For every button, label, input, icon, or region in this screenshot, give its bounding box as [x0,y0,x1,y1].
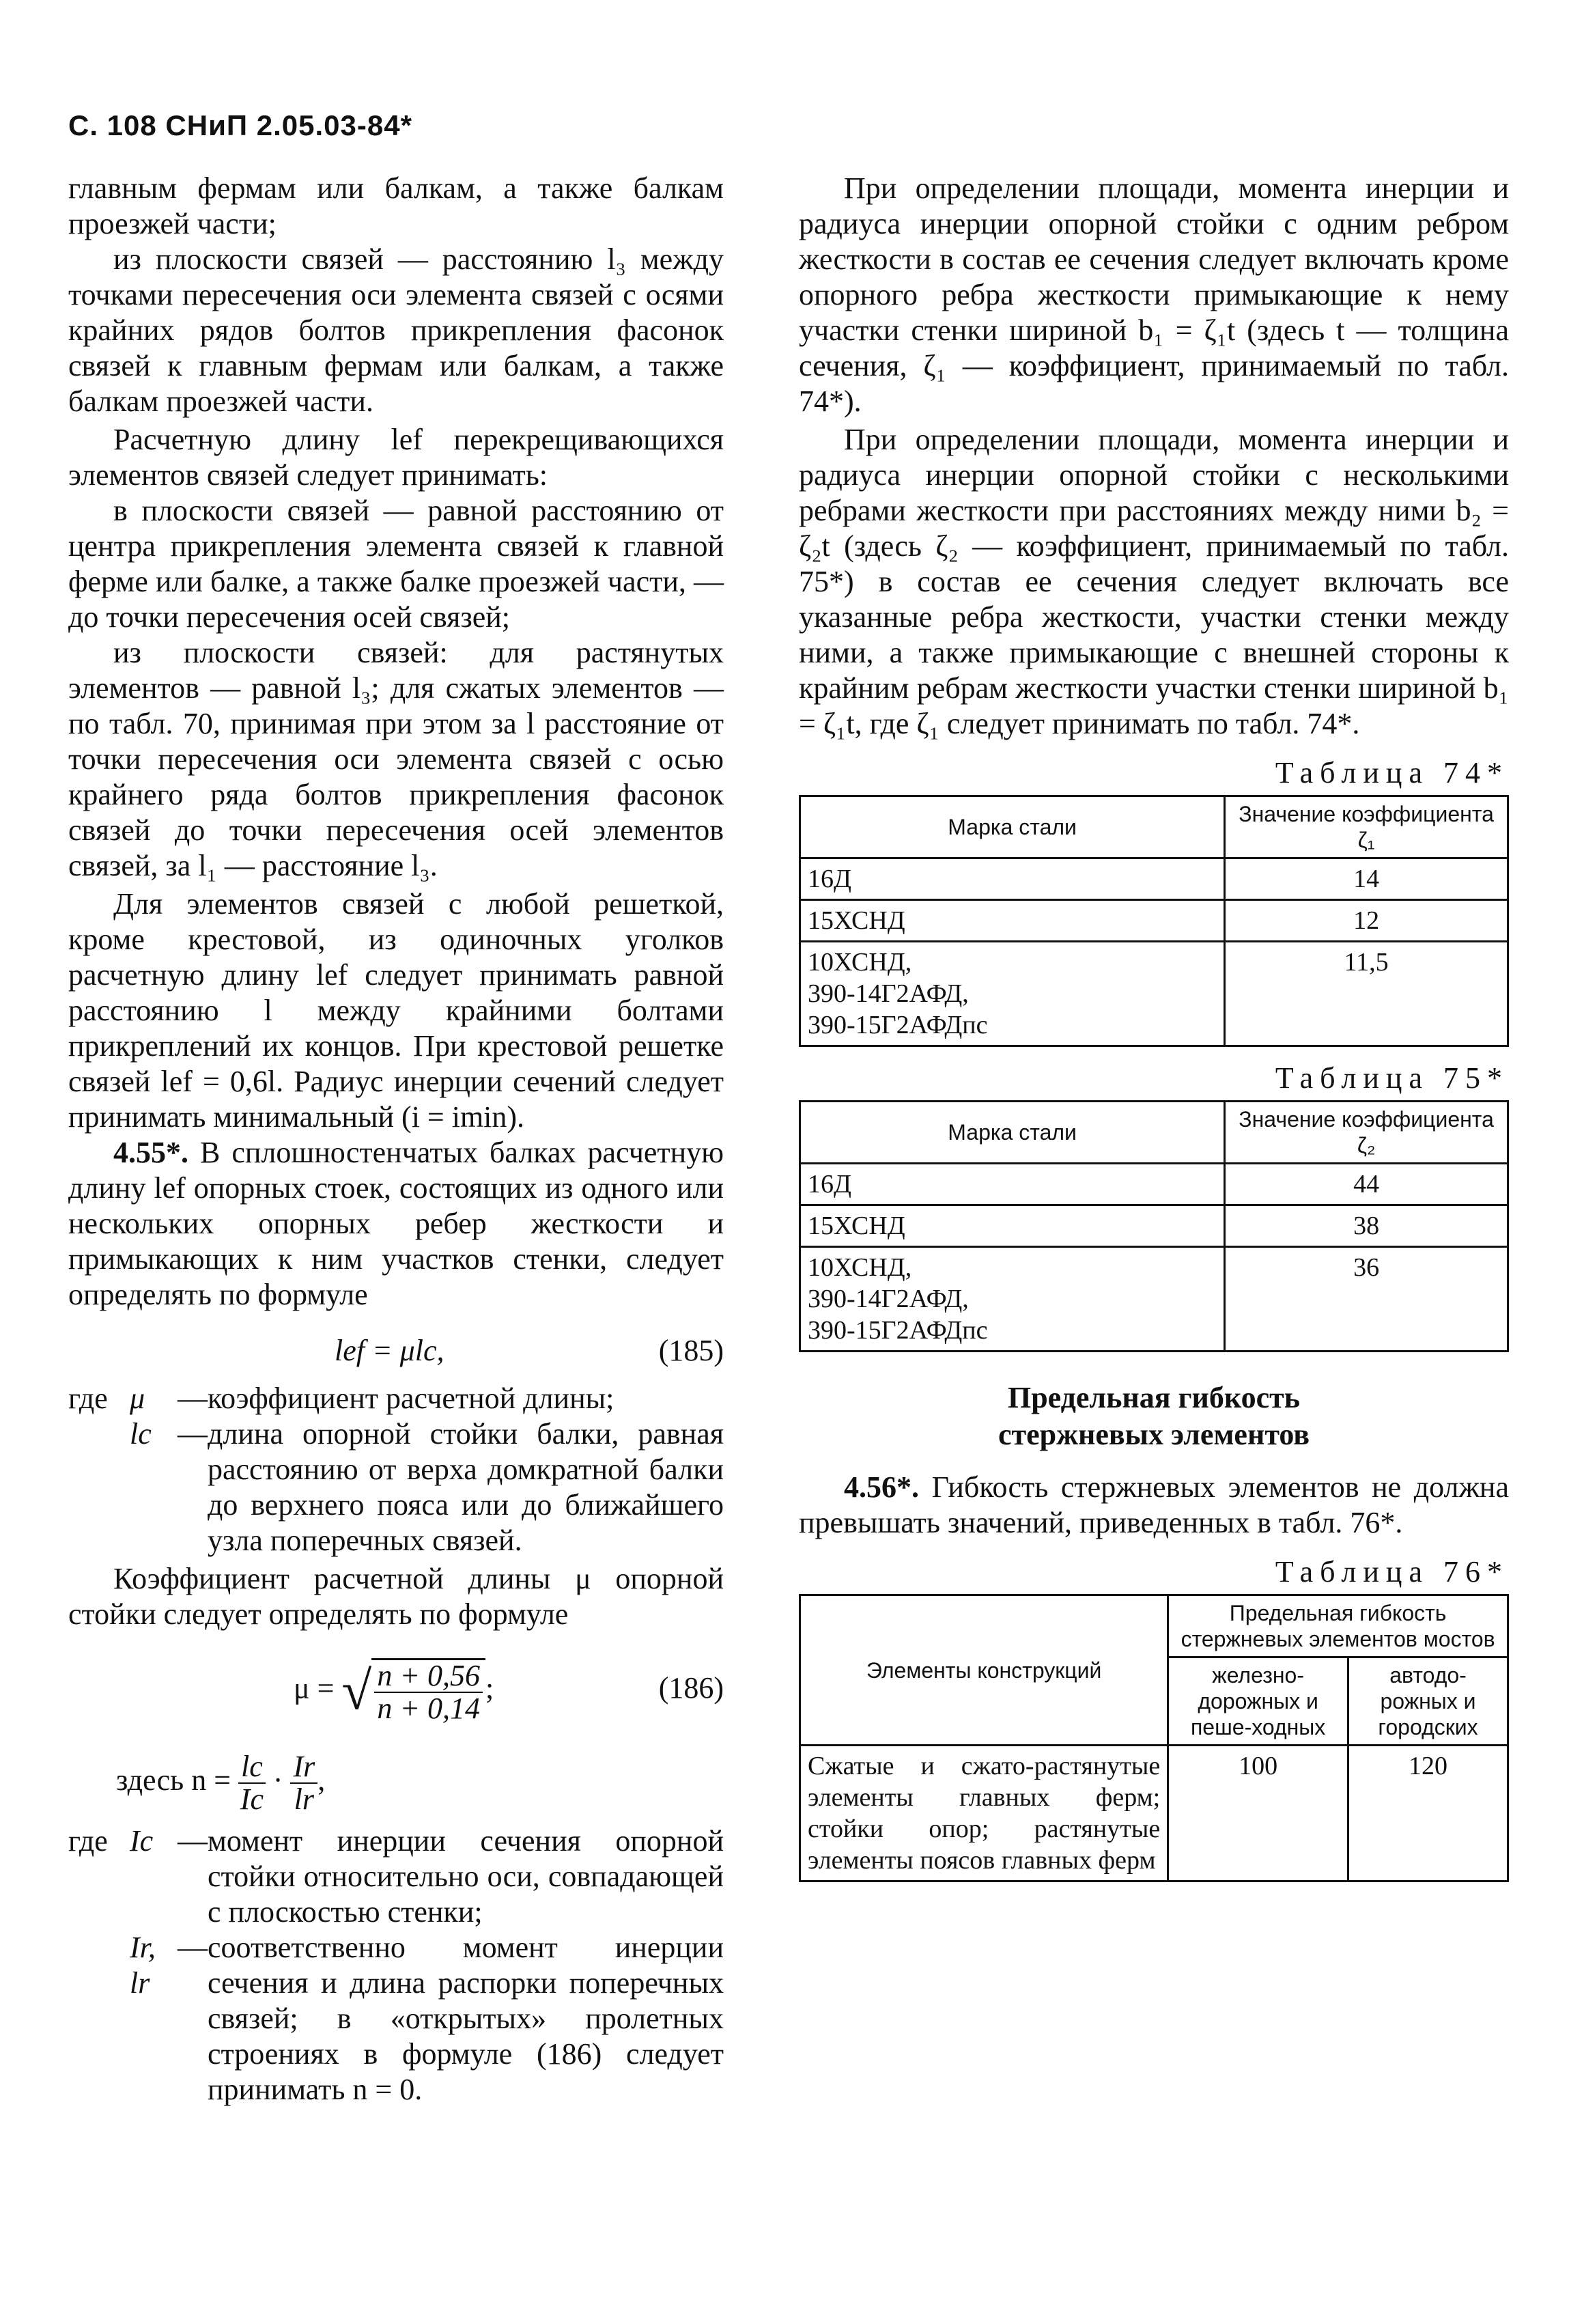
column-header: Значение коэффициента ζ₁ [1225,796,1508,858]
steel-grade: 15ХСНД [800,1205,1225,1247]
coefficient-value: 11,5 [1225,942,1508,1046]
paragraph: Для элементов связей с любой решеткой, кроме крестовой, из одиночных уголков расчетную длину lef следует принимать равной расстоянию l между крайними болтами прикреплений их концов. При крестовой решетке связей lef = 0,6l. Радиус инерции сечений следует принимать минимальный (i = imin). [68,887,724,1134]
paragraph: из плоскости связей — расстоянию l₃ между точками пересечения оси элемента связей с осями крайних рядов болтов прикрепления фасонок связей к главным фермам или балкам, а также балкам проезжей части. [68,242,724,418]
fraction-numerator: lc [238,1751,266,1784]
definition: момент инерции сечения опорной стойки относительно оси, совпадающей с плоскостью стенки; [208,1824,724,1929]
paragraph: Расчетную длину lef перекрещивающихся элементов связей следует принимать: [68,423,724,492]
right-column [799,171,1509,1882]
coefficient-value: 44 [1225,1164,1508,1205]
coefficient-value: 36 [1225,1247,1508,1352]
zdes-label: здесь n = [116,1763,231,1797]
symbol: Ic [130,1824,154,1858]
dash: — [178,1931,208,1964]
paragraph: Гибкость стержневых элементов не должна превышать значений, приведенных в табл. 76*. [799,1470,1509,1539]
definition: длина опорной стойки балки, равная расстоянию от верха домкратной балки до верхнего пояса или до ближайшего узла поперечных связей. [208,1417,724,1557]
table-row [800,1164,1508,1205]
clause-4-55 [68,1135,724,1313]
symbol: lc [130,1417,152,1451]
table-76-caption: Таблица 76* [1275,1555,1509,1588]
table-header-row [800,1102,1508,1164]
table-row [800,1247,1508,1352]
column-header: Марка стали [800,1102,1225,1164]
page-header: С. 108 СНиП 2.05.03-84* [68,109,412,141]
table-row [800,942,1508,1046]
definition: соответственно момент инерции сечения и длина распорки поперечных связей; в «открытых» пролетных строениях в формуле (186) следует принимать n = 0. [208,1931,724,2106]
table-row [800,1746,1508,1881]
column-header: Элементы конструкций [800,1595,1168,1746]
table-74-caption: Таблица 74* [1275,756,1509,789]
coefficient-value: 12 [1225,900,1508,942]
where-word: где [68,1382,108,1415]
table-header-row [800,1595,1508,1657]
steel-grade: 10ХСНД, 390-14Г2АФД, 390-15Г2АФДпс [800,1247,1225,1352]
paragraph: в плоскости связей — равной расстоянию от центра прикрепления элемента связей к главной ферме или балке, а также балке проезжей части, — до точки пересечения осей связей; [68,494,724,634]
slenderness-rail: 100 [1168,1746,1348,1881]
table-74 [799,795,1509,1047]
clause-4-56 [799,1470,1509,1541]
steel-grade: 15ХСНД [800,900,1225,942]
coefficient-value: 14 [1225,858,1508,900]
column-header: железно-дорожных и пеше-ходных [1168,1657,1348,1746]
steel-grade: 10ХСНД, 390-14Г2АФД, 390-15Г2АФДпс [800,942,1225,1046]
left-column [68,171,724,2108]
steel-grade: 16Д [800,1164,1225,1205]
paragraph: главным фермам или балкам, а также балкам проезжей части; [68,171,724,240]
where-word: где [68,1824,108,1858]
steel-grade: 16Д [800,858,1225,900]
fraction-denominator: n + 0,14 [377,1692,481,1725]
table-row [800,1205,1508,1247]
symbol: Ir, lr [130,1931,156,2000]
where-list-2 [68,1823,724,2108]
column-header: автодо-рожных и городских [1348,1657,1508,1746]
formula-number: (185) [658,1334,724,1367]
formula-number: (186) [658,1671,724,1705]
table-header-row [800,796,1508,858]
formula-expression: lef = μlc, [335,1334,444,1367]
formula-tail: , [317,1763,326,1797]
paragraph: Коэффициент расчетной длины μ опорной стойки следует определять по формуле [68,1562,724,1631]
table-row [800,900,1508,942]
dot-operator: · [272,1763,283,1797]
slenderness-road: 120 [1348,1746,1508,1881]
symbol: μ [130,1382,145,1415]
element-description: Сжатые и сжато-растянутые элементы главных ферм; стойки опор; растянутые элементы поясов главных ферм [800,1746,1168,1881]
table-76 [799,1594,1509,1882]
paragraph: В сплошностенчатых балках расчетную длину lef опорных стоек, состоящих из одного или нескольких опорных ребер жесткости и примыкающих к ним участков стенки, следует определять по формуле [68,1136,724,1311]
formula-tail: ; [485,1671,494,1705]
fraction-numerator: n + 0,56 [374,1660,483,1693]
coefficient-value: 38 [1225,1205,1508,1247]
clause-number: 4.55*. [113,1136,188,1169]
table-75-caption: Таблица 75* [1275,1061,1509,1095]
fraction-denominator: lr [294,1782,314,1816]
dash: — [178,1824,208,1858]
section-heading: Предельная гибкость стержневых элементов [998,1381,1310,1451]
paragraph: из плоскости связей: для растянутых элементов — равной l₃; для сжатых элементов — по табл. 70, принимая при этом за l расстояние от точки пересечения оси элемента связей с осью крайнего ряда болтов прикрепления фасонок связей до точки пересечения осей элементов связей, за l₁ — расстояние l₃. [68,636,724,882]
where-list-1 [68,1381,724,1558]
definition: коэффициент расчетной длины; [208,1382,614,1415]
formula-186: μ = √ $\frac{n + 0,56}{n + 0,14}$ ; (186) [294,1659,724,1725]
clause-number: 4.56*. [844,1470,919,1504]
table-row [800,858,1508,900]
column-group-header: Предельная гибкость стержневых элементов мостов [1168,1595,1508,1657]
paragraph: При определении площади, момента инерции и радиуса инерции опорной стойки с одним ребром жесткости в состав ее сечения следует включать кроме опорного ребра жесткости примыкающие к нему участки стенки шириной b₁ = ζ₁t (здесь t — толщина сечения, ζ₁ — коэффициент, принимаемый по табл. 74*). [799,171,1509,418]
n-definition [68,1741,724,1823]
column-header: Значение коэффициента ζ₂ [1225,1102,1508,1164]
formula-185 [68,1326,724,1374]
fraction-numerator: Ir [290,1751,317,1784]
dash: — [178,1382,208,1415]
table-75 [799,1100,1509,1352]
column-header: Марка стали [800,796,1225,858]
paragraph: При определении площади, момента инерции и радиуса инерции опорной стойки с несколькими ребрами жесткости при расстояниях между ними b₂ = ζ₂t (здесь ζ₂ — коэффициент, принимаемый по табл. 75*) в состав ее сечения следует включать все указанные ребра жесткости, участки стенки между ними, а также примыкающие с внешней стороны к крайним ребрам жесткости участки стенки шириной b₁ = ζ₁t, где ζ₁ следует принимать по табл. 74*. [799,423,1509,740]
formula-lhs: μ = [294,1671,335,1705]
fraction-denominator: Ic [240,1782,264,1816]
dash: — [178,1417,208,1451]
